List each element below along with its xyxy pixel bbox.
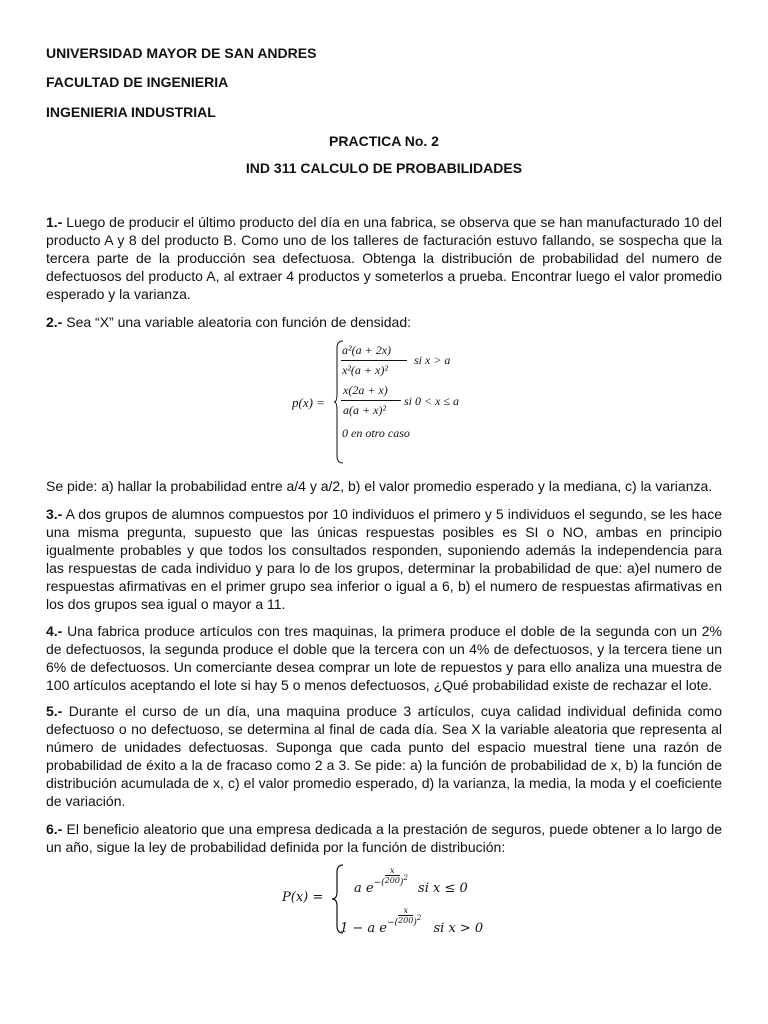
problem-text: Luego de producir el último producto del día en una fabrica, se observa que se han manufacturado 10 del producto A y 8 del producto B. Como uno de los talleres de facturación estuvo fallando, se sospecha que la tercera parte de la producción sea defectuosa. Obtenga la distribución de probabilidad del numero de defectuosos del producto A, al extraer 4 productos y someterlos a prueba. Encontrar luego el valor promedio esperado y la varianza.	[46, 214, 722, 302]
case1: a e−( $\frac{x}{200}$ $^{)2}$ si x ≤ 0	[354, 866, 468, 896]
fraction-bar	[341, 400, 401, 401]
case2-condition: si 0 < x ≤ a	[404, 394, 460, 408]
exponent-fraction: $\frac{x}{200}$	[384, 866, 400, 885]
case1-prefix: a e	[354, 881, 374, 896]
problem-number: 2.-	[46, 314, 63, 330]
problem-6	[46, 820, 722, 856]
faculty-name: FACULTAD DE INGENIERIA	[46, 74, 229, 90]
problem-number: 6.-	[46, 821, 63, 837]
formula-lhs: P(x) =	[282, 890, 324, 905]
program-name: INGENIERIA INDUSTRIAL	[46, 104, 216, 120]
university-name: UNIVERSIDAD MAYOR DE SAN ANDRES	[46, 45, 317, 61]
formula-lhs: p(x) =	[292, 395, 325, 410]
problem-3	[46, 505, 722, 613]
case1-denominator: x²(a + x)²	[342, 363, 388, 377]
problem-text: El beneficio aleatorio que una empresa dedicada a la prestación de seguros, puede obtener a lo largo de un año, sigue la ley de probabilidad definida por la función de distribución:	[46, 821, 723, 855]
exponent-minus: −(	[373, 878, 385, 888]
problem-number: 1.-	[46, 214, 63, 230]
problem-2	[46, 313, 722, 331]
course-title: IND 311 CALCULO DE PROBABILIDADES	[245, 160, 523, 176]
exponent-fraction: $\frac{x}{200}$	[398, 906, 414, 925]
case1-numerator: a²(a + 2x)	[342, 343, 392, 357]
case2-denominator: a(a + x)²	[343, 403, 387, 417]
practice-title: PRACTICA No. 2	[329, 133, 439, 149]
case2: 1 − a e−( $\frac{x}{200}$ $^{)2}$ si x > 0	[340, 906, 484, 936]
problem-text: Sea “X” una variable aleatoria con función de densidad:	[66, 314, 412, 330]
case2-prefix: 1 − a e	[340, 921, 388, 936]
problem-text: Durante el curso de un día, una maquina produce 3 artículos, cuya calidad individual definida como defectuoso o no defectuoso, se determina al final de cada día. Sea X la variable aleatoria que representa al número de unidades defectuosas. Suponga que cada punto del espacio muestral tiene una razón de probabilidad de éxito a la de fracaso como 2 a 3. Se pide: a) la función de probabilidad de x, b) la función de distribución acumulada de x, c) el valor promedio esperado, d) la varianza, la media, la moda y el coeficiente de variación.	[46, 703, 722, 809]
case1-condition: si x > a	[414, 353, 451, 367]
problem-number: 5.-	[46, 703, 63, 719]
case2-condition: si x > 0	[433, 921, 484, 936]
case3: 0 en otro caso	[342, 426, 410, 440]
problem-1	[46, 213, 722, 303]
left-brace-icon	[334, 340, 344, 464]
case1-condition: si x ≤ 0	[418, 881, 468, 896]
problem-text: Una fabrica produce artículos con tres maquinas, la primera produce el doble de la segunda con un 2% de defectuosos, la segunda produce el doble que la tercera con un 4% de defectuosos, y la tercera tiene un 6% de defectuosos. Un comerciante desea comprar un lote de repuestos y para ello analiza una muestra de 100 artículos aceptando el lote si hay 5 o menos defectuosos, ¿Qué probabilidad existe de rechazar el lote.	[46, 623, 723, 693]
exponent-minus: −(	[387, 918, 399, 928]
problem-number: 4.-	[46, 623, 63, 639]
problem-4	[46, 622, 722, 694]
case2-numerator: x(2a + x)	[343, 383, 388, 397]
problem-number: 3.-	[46, 506, 63, 522]
fraction-bar	[341, 360, 407, 361]
exponent-power: 2	[416, 914, 422, 922]
problem-text: A dos grupos de alumnos compuestos por 10 individuos el primero y 5 individuos el segundo, se les hace una misma pregunta, supuesto que las únicas respuestas posibles es SI o NO, ambas en principio igualmente probables y que todos los consultados responden, suponiendo además la independencia para las respuestas de cada individuo y para lo de los grupos, determinar la probabilidad de que: a)el numero de respuestas afirmativas en el primer grupo sea inferior o igual a 6, b) el numero de respuestas afirmativas en los dos grupos sea igual o mayor a 11.	[46, 506, 722, 612]
exponent-power: 2	[403, 874, 408, 882]
problem-5	[46, 702, 722, 810]
problem-2-question: Se pide: a) hallar la probabilidad entre a/4 y a/2, b) el valor promedio esperado y la mediana, c) la varianza.	[46, 478, 713, 494]
